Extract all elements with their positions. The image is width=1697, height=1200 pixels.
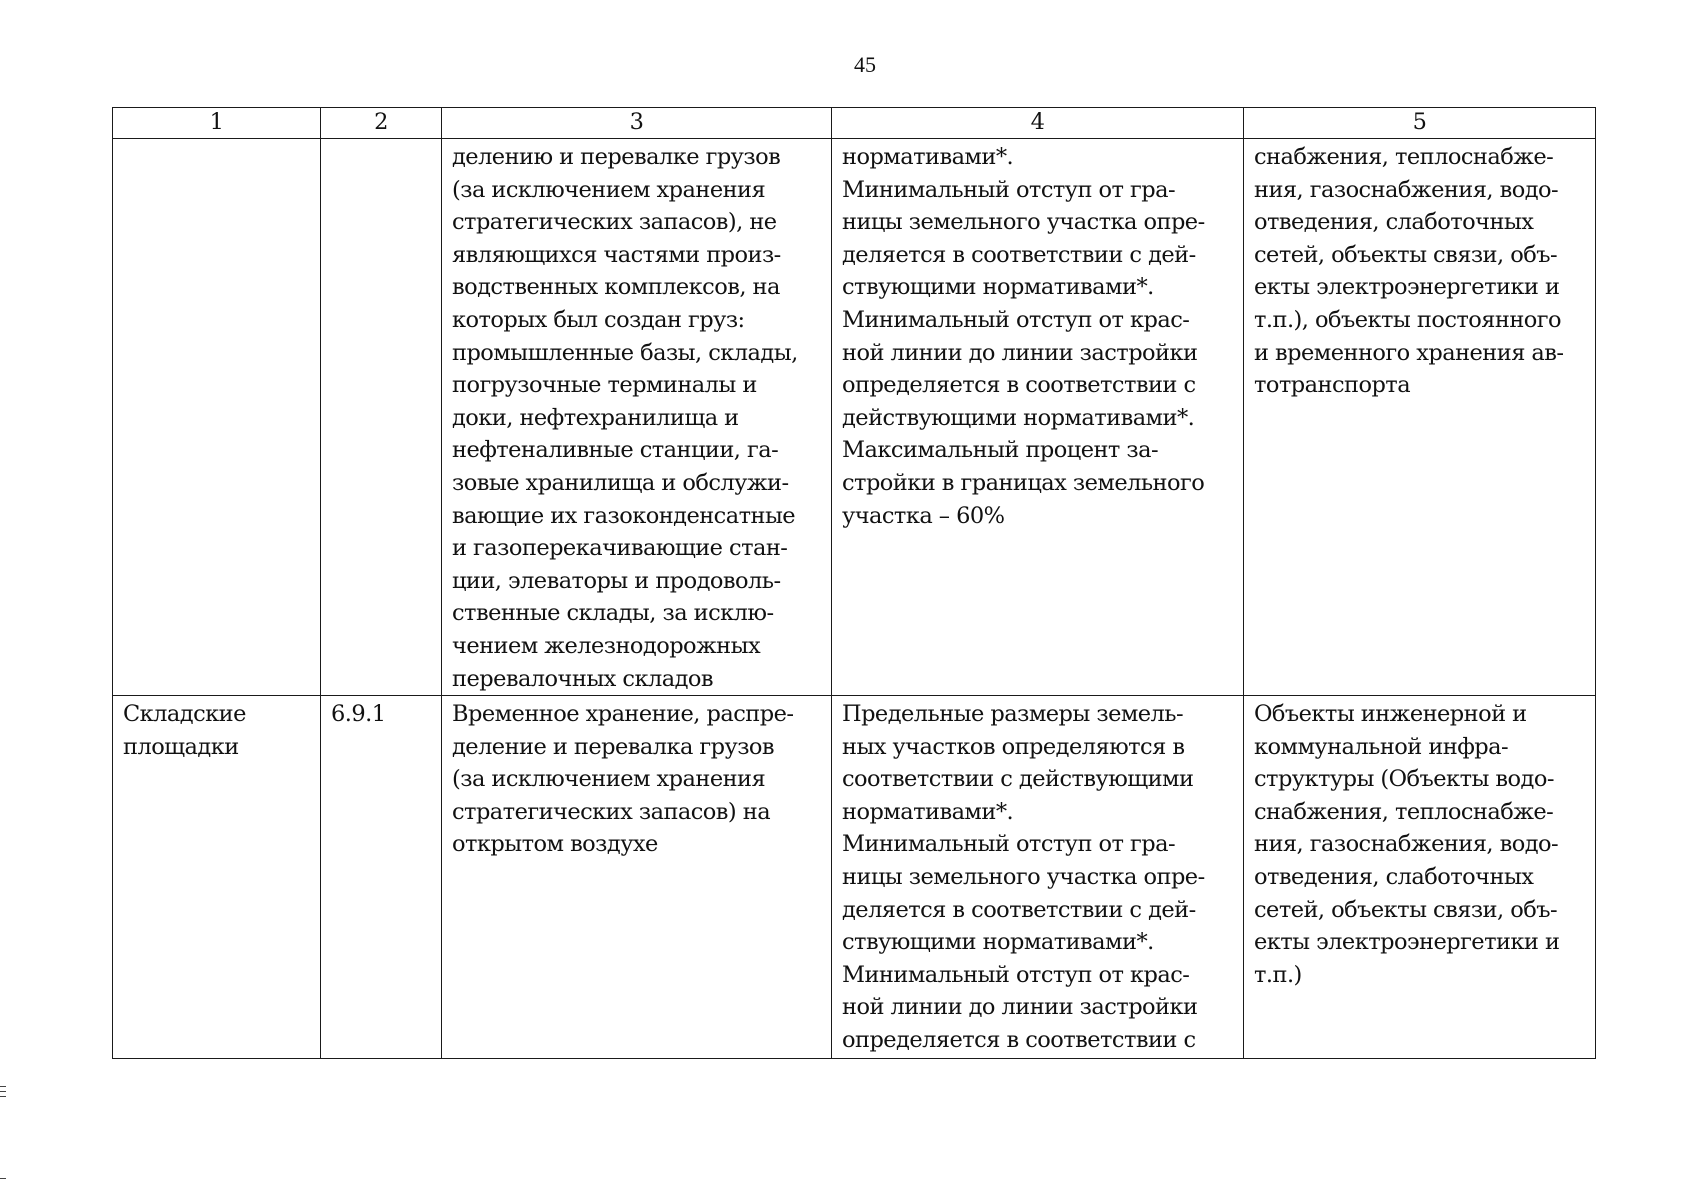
table-header-row xyxy=(113,108,1596,139)
column-header-1: 1 xyxy=(113,108,321,139)
cell-text: 6.9.1 xyxy=(331,701,386,728)
cell-text: Временное хранение, распре- деление и перевалка грузов (за исключением хранения стратегических запасов) на открытом воздухе xyxy=(452,701,794,858)
cell-text: Предельные размеры земель- ных участков определяются в соответствии с действующими нормативами*. Минимальный отступ от гра- ницы земельного участка опре- деляется в соответствии с дей- ствующими нормативами*. Минимальный отступ от крас- ной линии до линии застройки определяется в соответствии с xyxy=(842,701,1205,1054)
cell-use-name xyxy=(113,139,321,696)
cell-text: нормативами*. Минимальный отступ от гра- ницы земельного участка опре- деляется в соответствии с дей- ствующими нормативами*. Минимальный отступ от крас- ной линии до линии застройки определяется в соответствии с действующими нормативами*. Максимальный процент за- стройки в границах земельного участка – 60% xyxy=(842,144,1205,529)
table-row xyxy=(113,139,1596,696)
regulations-table xyxy=(112,107,1596,1059)
cell-text: Объекты инженерной и коммунальной инфра- структуры (Объекты водо- снабжения, теплоснабже- ния, газоснабжения, водо- отведения, слаботочных сетей, объекты связи, объ- екты электроэнергетики и т.п.) xyxy=(1254,701,1560,988)
cell-description xyxy=(442,696,832,1059)
column-header-4: 4 xyxy=(832,108,1244,139)
scan-edge-mark xyxy=(0,1086,6,1087)
cell-text: снабжения, теплоснабже- ния, газоснабжения, водо- отведения, слаботочных сетей, объекты связи, объ- екты электроэнергетики и т.п.), объекты постоянного и временного хранения ав- тотранспорта xyxy=(1254,144,1564,399)
scan-edge-mark xyxy=(0,1091,6,1092)
cell-auxiliary-uses xyxy=(1244,139,1596,696)
cell-auxiliary-uses xyxy=(1244,696,1596,1059)
cell-text: делению и перевалке грузов (за исключением хранения стратегических запасов), не являющихся частями произ- водственных комплексов, на которых был создан груз: промышленные базы, склады, погрузочные терминалы и доки, нефтехранилища и нефтеналивные станции, га- зовые хранилища и обслужи- вающие их газоконденсатные и газоперекачивающие стан- ции, элеваторы и продоволь- ственные склады, за исклю- чением железнодорожных перевалочных складов xyxy=(452,144,798,692)
scan-edge-mark xyxy=(0,1096,6,1097)
cell-code xyxy=(321,696,442,1059)
column-header-2: 2 xyxy=(321,108,442,139)
scan-edge-mark xyxy=(0,1178,6,1179)
cell-parameters xyxy=(832,139,1244,696)
page-number: 45 xyxy=(854,52,876,77)
table-row xyxy=(113,696,1596,1059)
column-header-5: 5 xyxy=(1244,108,1596,139)
cell-text: Складские площадки xyxy=(123,701,246,760)
cell-use-name xyxy=(113,696,321,1059)
cell-code xyxy=(321,139,442,696)
cell-parameters xyxy=(832,696,1244,1059)
cell-description xyxy=(442,139,832,696)
column-header-3: 3 xyxy=(442,108,832,139)
